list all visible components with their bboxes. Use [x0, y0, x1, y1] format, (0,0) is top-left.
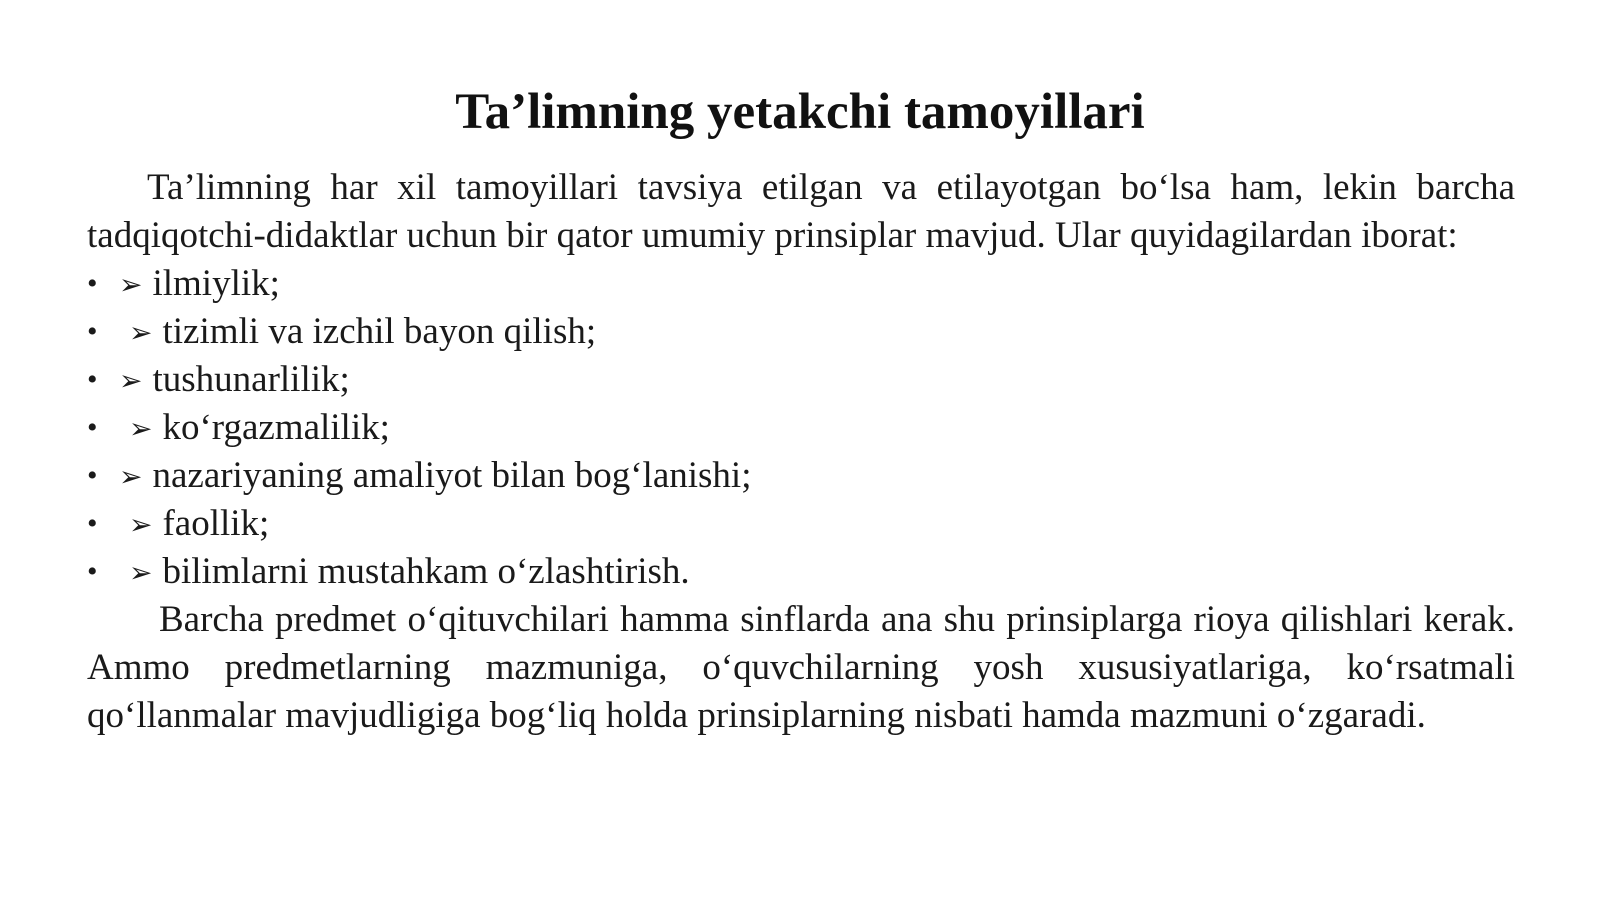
bullet-icon: • — [87, 315, 98, 348]
principle-text: ilmiylik; — [152, 263, 280, 304]
principle-text: ko‘rgazmalilik; — [162, 407, 390, 448]
bullet-icon: • — [87, 555, 98, 588]
principle-text: bilimlarni mustahkam o‘zlashtirish. — [162, 551, 690, 592]
arrow-icon: ➢ — [119, 460, 143, 493]
principle-text: tizimli va izchil bayon qilish; — [162, 311, 597, 352]
principle-text: nazariyaning amaliyot bilan bog‘lanishi; — [152, 455, 752, 496]
list-item — [87, 308, 1515, 356]
list-item — [87, 404, 1515, 452]
list-item — [87, 500, 1515, 548]
slide-body — [87, 164, 1515, 740]
list-item — [87, 548, 1515, 596]
arrow-icon: ➢ — [119, 268, 143, 301]
list-item — [87, 260, 1515, 308]
arrow-icon: ➢ — [129, 316, 153, 349]
bullet-icon: • — [87, 507, 98, 540]
arrow-icon: ➢ — [129, 508, 153, 541]
arrow-icon: ➢ — [129, 556, 153, 589]
slide-title: Ta’limning yetakchi tamoyillari — [455, 84, 1145, 140]
arrow-icon: ➢ — [129, 412, 153, 445]
intro-paragraph: Ta’limning har xil tamoyillari tavsiya etilgan va etilayotgan bo‘lsa ham, lekin barcha tadqiqotchi-didaktlar uchun bir qator umumiy prinsiplar mavjud. Ular quyidagilardan iborat: — [87, 167, 1515, 256]
bullet-icon: • — [87, 363, 98, 396]
bullet-icon: • — [87, 459, 98, 492]
closing-paragraph: Barcha predmet o‘qituvchilari hamma sinflarda ana shu prinsiplarga rioya qilishlari kerak. Ammo predmetlarning mazmuniga, o‘quvchilarning yosh xususiyatlariga, ko‘rsatmali qo‘llanmalar mavjudligiga bog‘liq holda prinsiplarning nisbati hamda mazmuni o‘zgaradi. — [87, 599, 1515, 736]
bullet-icon: • — [87, 411, 98, 444]
principle-text: faollik; — [162, 503, 270, 544]
principles-list — [87, 260, 1515, 596]
principle-text: tushunarlilik; — [152, 359, 350, 400]
list-item — [87, 452, 1515, 500]
bullet-icon: • — [87, 267, 98, 300]
arrow-icon: ➢ — [119, 364, 143, 397]
list-item — [87, 356, 1515, 404]
